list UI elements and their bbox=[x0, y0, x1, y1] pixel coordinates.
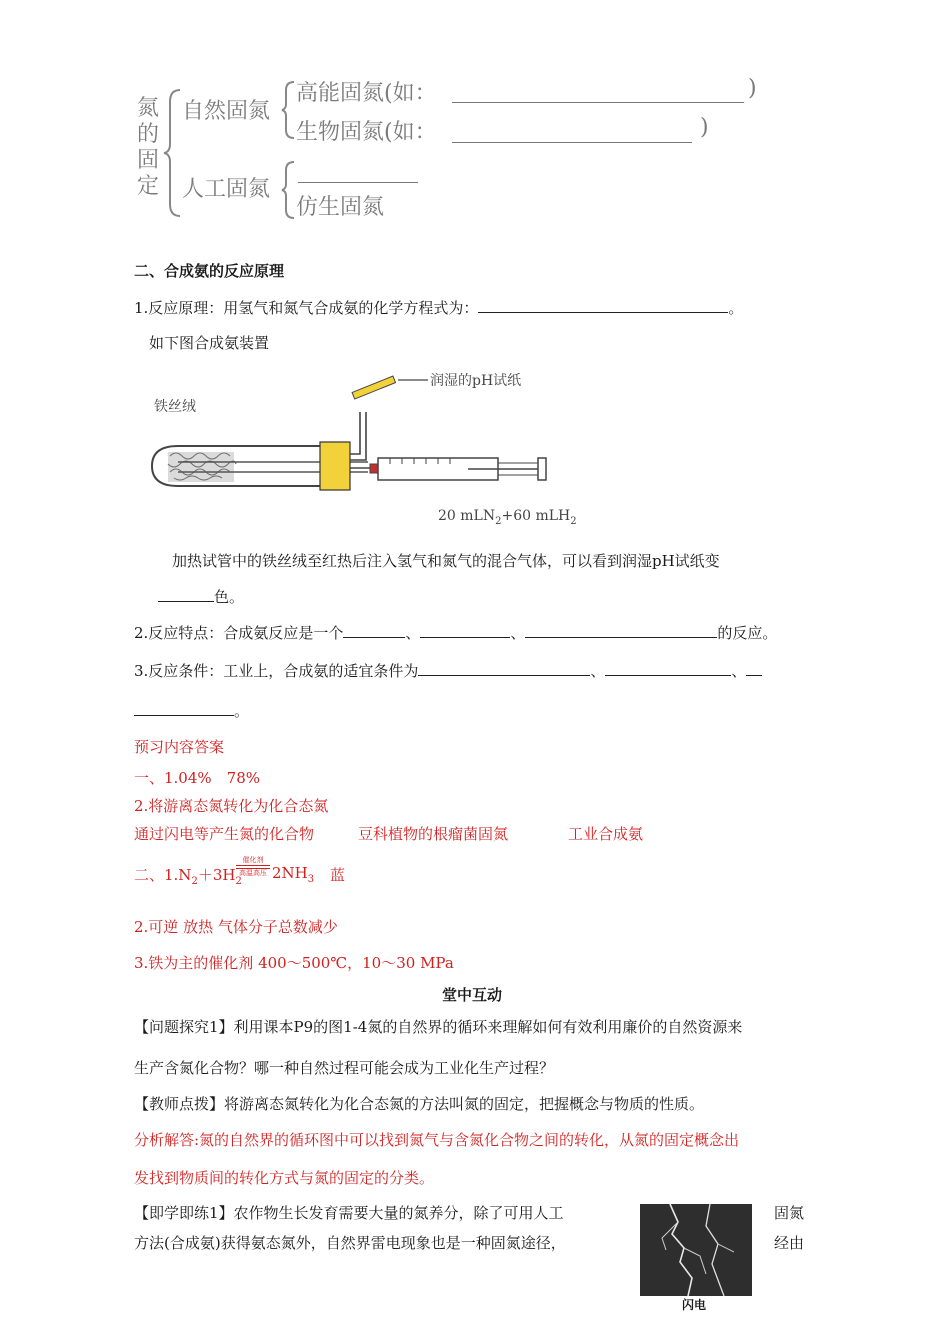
color-blank[interactable] bbox=[158, 587, 214, 602]
equation-blank[interactable] bbox=[478, 298, 728, 313]
practice-tag: 【即学即练1】 bbox=[134, 1204, 234, 1222]
analysis-line2: 发找到物质间的转化方式与氮的固定的分类。 bbox=[134, 1169, 435, 1187]
observation-line1: 加热试管中的铁丝绒至红热后注入氢气和氮气的混合气体，可以看到润湿pH试纸变 bbox=[172, 552, 720, 570]
observation-line2 bbox=[158, 586, 244, 607]
practice-right-1: 固氮 bbox=[774, 1204, 805, 1222]
practice-right-2: 经由 bbox=[774, 1234, 805, 1252]
equation-condition-bottom: 高温高压 bbox=[239, 869, 267, 877]
practice-line2: 方法(合成氨)获得氨态氮外，自然界雷电现象也是一种固氮途径， bbox=[134, 1234, 566, 1252]
practice-line1 bbox=[134, 1202, 564, 1223]
biological-close-paren: ) bbox=[700, 115, 709, 140]
item1-end: 。 bbox=[728, 299, 744, 317]
lightning-icon bbox=[640, 1204, 752, 1296]
q1-tag: 【问题探究1】 bbox=[134, 1018, 234, 1036]
tip-text: 将游离态氮转化为化合态氮的方法叫氮的固定，把握概念与物质的性质。 bbox=[224, 1095, 705, 1113]
natural-fixation-label: 自然固氮 bbox=[182, 99, 271, 124]
high-energy-close-paren: ) bbox=[748, 76, 757, 101]
item3-text: 3.反应条件：工业上，合成氨的适宜条件为 bbox=[134, 662, 419, 680]
biological-fixation: 生物固氮(如： bbox=[296, 120, 437, 145]
condition-blank-2[interactable] bbox=[605, 661, 731, 676]
high-energy-fixation: 高能固氮(如： bbox=[296, 81, 437, 106]
condition-blank-3b[interactable] bbox=[134, 701, 234, 716]
q1-line1 bbox=[134, 1016, 742, 1037]
observation-end: 色。 bbox=[214, 588, 245, 606]
tip-tag: 【教师点拨】 bbox=[134, 1095, 225, 1113]
item3-line2 bbox=[134, 700, 249, 721]
equation-condition-top: 催化剂 bbox=[242, 856, 264, 864]
answer-3-1: 通过闪电等产生氮的化合物 bbox=[134, 825, 315, 843]
feature-blank-1[interactable] bbox=[343, 623, 405, 638]
biomimetic-fixation: 仿生固氮 bbox=[296, 195, 385, 220]
feature-blank-2[interactable] bbox=[420, 623, 510, 638]
equation-condition bbox=[236, 856, 270, 878]
answer-equation-product: $2NH_3$ bbox=[272, 864, 315, 885]
lightning-caption: 闪电 bbox=[682, 1298, 707, 1312]
item3-sep2: 、 bbox=[731, 662, 747, 680]
artificial-blank[interactable] bbox=[298, 182, 418, 183]
answer-3-3: 工业合成氨 bbox=[568, 825, 644, 843]
item3-sep1: 、 bbox=[590, 662, 606, 680]
item3-end: 。 bbox=[234, 702, 250, 720]
iron-wool-label: 铁丝绒 bbox=[154, 399, 196, 415]
answers-title: 预习内容答案 bbox=[134, 738, 225, 756]
item2-sep2: 、 bbox=[510, 624, 526, 642]
q1-line2: 生产含氮化合物？哪一种自然过程可能会成为工业化生产过程？ bbox=[134, 1059, 555, 1077]
root-label: 氮的固定 bbox=[137, 96, 160, 199]
artificial-fixation-label: 人工固氮 bbox=[182, 177, 271, 202]
gas-mixture-label: 20 mLN$_2$+60 mLH$_2$ bbox=[438, 508, 577, 527]
answer-5: 2.可逆 放热 气体分子总数减少 bbox=[134, 918, 338, 936]
q1-text: 利用课本P9的图1-4氮的自然界的循环来理解如何有效利用廉价的自然资源来 bbox=[233, 1018, 743, 1036]
answer-1: 一、1.04% 78% bbox=[134, 769, 260, 787]
item1-text: 1.反应原理：用氢气和氮气合成氨的化学方程式为： bbox=[134, 299, 479, 317]
item2-line bbox=[134, 622, 777, 643]
lightning-image bbox=[640, 1204, 752, 1296]
ph-paper-label: 润湿的pH试纸 bbox=[430, 373, 522, 389]
answer-3-2: 豆科植物的根瘤菌固氮 bbox=[358, 825, 509, 843]
classroom-title: 堂中互动 bbox=[442, 986, 503, 1004]
natural-brace-icon bbox=[280, 80, 296, 140]
analysis-line1: 分析解答:氮的自然界的循环图中可以找到氮气与含氮化合物之间的转化，从氮的固定概念出 bbox=[134, 1131, 740, 1149]
item1-line bbox=[134, 297, 743, 318]
teacher-tip bbox=[134, 1093, 704, 1114]
practice-text-1: 农作物生长发育需要大量的氮养分，除了可用人工 bbox=[233, 1204, 564, 1222]
item2-sep1: 、 bbox=[405, 624, 421, 642]
answer-6: 3.铁为主的催化剂 400～500℃，10～30 MPa bbox=[134, 954, 454, 972]
condition-blank-1[interactable] bbox=[418, 661, 590, 676]
root-brace-icon bbox=[162, 88, 184, 218]
answer-equation: 二、$1.N_2+3H_2$ bbox=[134, 866, 242, 887]
section2-title: 二、合成氨的反应原理 bbox=[134, 262, 285, 280]
artificial-brace-icon bbox=[280, 160, 296, 220]
answer-color: 蓝 bbox=[330, 866, 346, 884]
feature-blank-3[interactable] bbox=[525, 623, 717, 638]
apparatus-intro: 如下图合成氨装置 bbox=[149, 334, 270, 352]
high-energy-blank[interactable] bbox=[452, 102, 744, 103]
biological-blank[interactable] bbox=[452, 142, 692, 143]
item3-line bbox=[134, 660, 762, 681]
item2-end: 的反应。 bbox=[717, 624, 778, 642]
condition-blank-3a[interactable] bbox=[746, 661, 762, 676]
answer-2: 2.将游离态氮转化为化合态氮 bbox=[134, 797, 329, 815]
item2-text: 2.反应特点：合成氨反应是一个 bbox=[134, 624, 344, 642]
apparatus-figure bbox=[138, 368, 578, 528]
apparatus-drawing bbox=[138, 368, 578, 528]
